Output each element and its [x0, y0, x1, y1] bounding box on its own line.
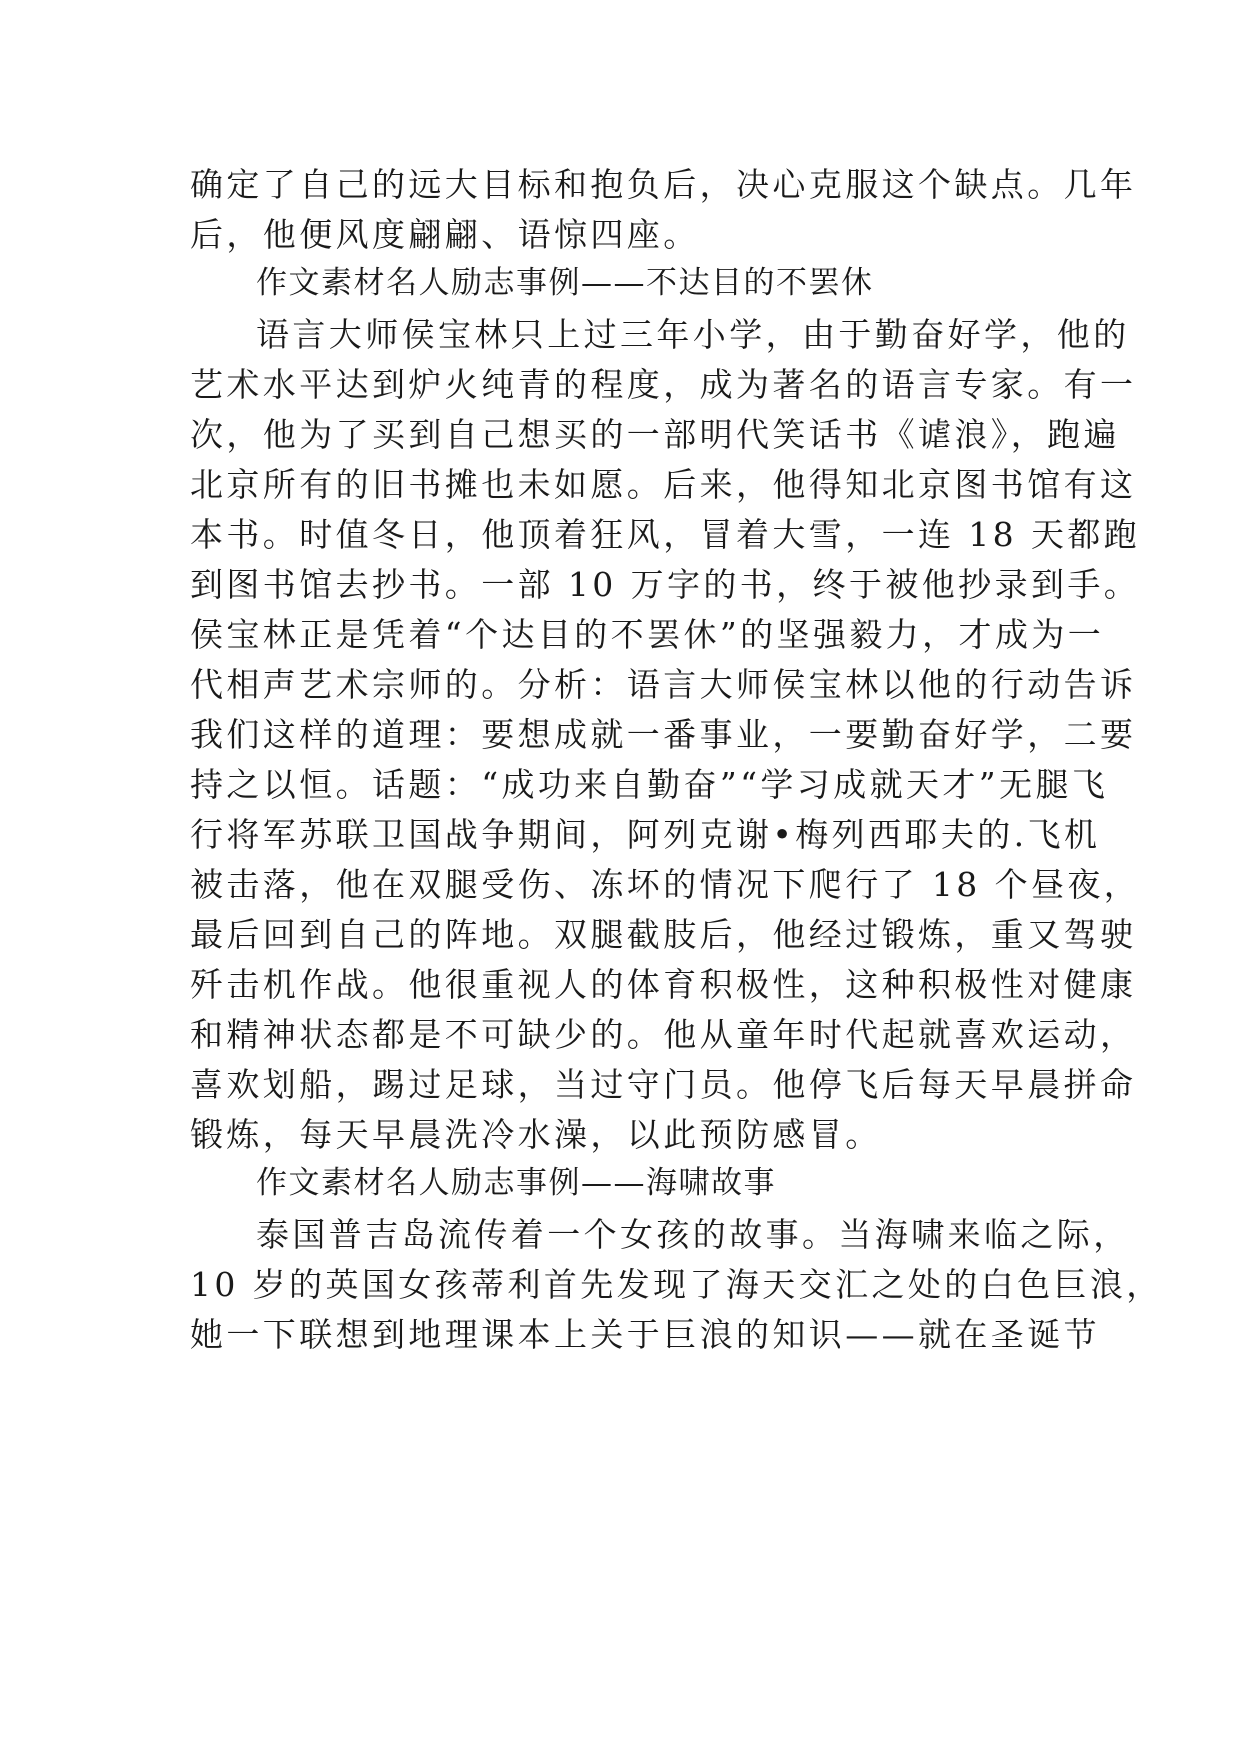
body-text-line: 到图书馆去抄书。一部 10 万字的书，终于被他抄录到手。	[190, 565, 1141, 604]
body-text-line: 后，他便风度翩翩、语惊四座。	[190, 215, 700, 254]
paragraph-first-line: 语言大师侯宝林只上过三年小学，由于勤奋好学，他的	[256, 315, 1130, 354]
body-text-line: 持之以恒。话题：“成功来自勤奋”“学习成就天才”无腿飞	[190, 765, 1109, 804]
paragraph-first-line: 泰国普吉岛流传着一个女孩的故事。当海啸来临之际，	[256, 1215, 1130, 1254]
body-text-line: 次，他为了买到自己想买的一部明代笑话书《谑浪》，跑遍	[190, 415, 1120, 454]
body-text-line: 喜欢划船，踢过足球，当过守门员。他停飞后每天早晨拼命	[190, 1065, 1137, 1104]
body-text-line: 代相声艺术宗师的。分析：语言大师侯宝林以他的行动告诉	[190, 665, 1137, 704]
section-heading: 作文素材名人励志事例——海啸故事	[256, 1165, 776, 1201]
body-text-line: 歼击机作战。他很重视人的体育积极性，这种积极性对健康	[190, 965, 1137, 1004]
body-text-line: 锻炼，每天早晨洗冷水澡，以此预防感冒。	[190, 1115, 882, 1154]
body-text-line: 艺术水平达到炉火纯青的程度，成为著名的语言专家。有一	[190, 365, 1137, 404]
body-text-line: 10 岁的英国女孩蒂利首先发现了海天交汇之处的白色巨浪，	[190, 1265, 1163, 1304]
body-text-line: 最后回到自己的阵地。双腿截肢后，他经过锻炼，重又驾驶	[190, 915, 1137, 954]
body-text-line: 和精神状态都是不可缺少的。他从童年时代起就喜欢运动，	[190, 1015, 1137, 1054]
body-text-line: 侯宝林正是凭着“个达目的不罢休”的坚强毅力，才成为一	[190, 615, 1105, 654]
body-text-line: 我们这样的道理：要想成就一番事业，一要勤奋好学，二要	[190, 715, 1137, 754]
body-text-line: 确定了自己的远大目标和抱负后，决心克服这个缺点。几年	[190, 165, 1137, 204]
body-text-line: 她一下联想到地理课本上关于巨浪的知识——就在圣诞节	[190, 1315, 1100, 1354]
body-text-line: 行将军苏联卫国战争期间，阿列克谢•梅列西耶夫的.飞机	[190, 815, 1101, 854]
section-heading: 作文素材名人励志事例——不达目的不罢休	[256, 265, 874, 301]
body-text-line: 北京所有的旧书摊也未如愿。后来，他得知北京图书馆有这	[190, 465, 1137, 504]
body-text-line: 被击落，他在双腿受伤、冻坏的情况下爬行了 18 个昼夜，	[190, 865, 1141, 904]
body-text-line: 本书。时值冬日，他顶着狂风，冒着大雪，一连 18 天都跑	[190, 515, 1141, 554]
